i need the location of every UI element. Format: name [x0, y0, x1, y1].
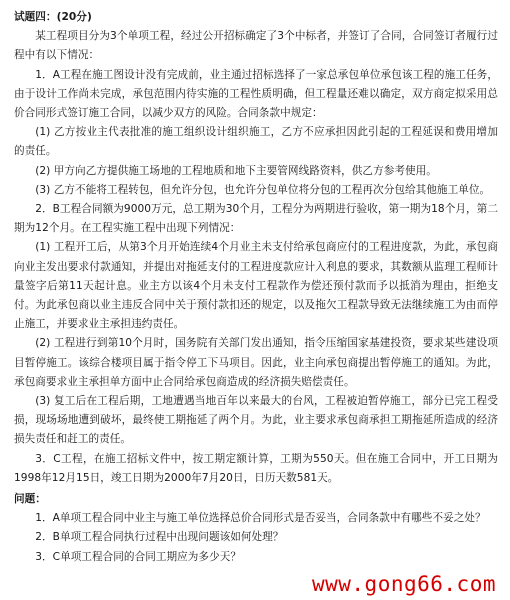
intro-paragraph: 某工程项目分为3个单项工程，经过公开招标确定了3个中标者，并签订了合同，合同签订者履行过程中有以下情况：	[14, 30, 498, 62]
question-1: 1．A单项工程合同中业主与施工单位选择总价合同形式是否妥当，合同条款中有哪些不妥之处？	[35, 512, 486, 525]
paragraph-a-clause-2: (2) 甲方向乙方提供施工场地的工程地质和地下主要管网线路资料，供乙方参考使用。	[35, 164, 437, 177]
paragraph-b-case-2: (2) 工程进行到第10个月时，国务院有关部门发出通知，指令压缩国家基建投资，要求某些建设项目暂停施工。该综合楼项目属于指令停工下马项目。因此，业主向承包商提出暂停施工的通知。为此，承包商要求业主承担单方面中止合同给承包商造成的经济损失赔偿责任。	[14, 337, 498, 388]
paragraph-b-case-1: (1) 工程开工后，从第3个月开始连续4个月业主未支付给承包商应付的工程进度款，为此，承包商向业主发出要求付款通知，并提出对拖延支付的工程进度款应计入利息的要求，其数额从监理工程师计量签字后第11天起计息。业主方以该4个月未支付工程款作为偿还预付款而予以抵消为理由，拒绝支付。为此承包商以业主违反合同中关于预付款扣还的规定，以及拖欠工程款导致无法继续施工为由而停止施工，并要求业主承担违约责任。	[14, 241, 498, 331]
site-watermark: www.gong66.com	[311, 571, 496, 596]
question-3: 3．C单项工程合同的合同工期应为多少天？	[35, 550, 242, 563]
paragraph-c-project: 3．C工程，在施工招标文件中，按工期定额计算，工期为550天。但在施工合同中，开工日期为1998年12月15日，竣工日期为2000年7月20日，日历天数581天。	[14, 452, 498, 484]
questions-heading: 问题：	[14, 493, 46, 506]
paragraph-a-clause-1: (1) 乙方按业主代表批准的施工组织设计组织施工，乙方不应承担因此引起的工程延误和费用增加的责任。	[14, 126, 498, 158]
paragraph-b-case-3: (3) 复工后在工程后期，工地遭遇当地百年以来最大的台风，工程被迫暂停施工，部分已完工程受损，现场场地遭到破坏，最终使工期拖延了两个月。为此，业主要求承包商承担工期拖延所造成的经济损失责任和赶工的责任。	[14, 395, 498, 446]
question-2: 2．B单项工程合同执行过程中出现问题该如何处理？	[35, 531, 284, 544]
paragraph-a-project: 1．A工程在施工图设计没有完成前，业主通过招标选择了一家总承包单位承包该工程的施工任务，由于设计工作尚未完成，承包范围内待实施的工程性质明确，但工程量还难以确定，双方商定拟采用总价合同形式签订施工合同，以减少双方的风险。合同条款中规定：	[14, 68, 498, 120]
paragraph-a-clause-3: (3) 乙方不能将工程转包，但允许分包，也允许分包单位将分包的工程再次分包给其他施工单位。	[35, 183, 491, 196]
question-title: 试题四：(20分)	[14, 11, 92, 23]
paragraph-b-project: 2．B工程合同额为9000万元，总工期为30个月，工程分为两期进行验收，第一期为18个月，第二期为12个月。在工程实施工程中出现下列情况：	[14, 203, 498, 235]
